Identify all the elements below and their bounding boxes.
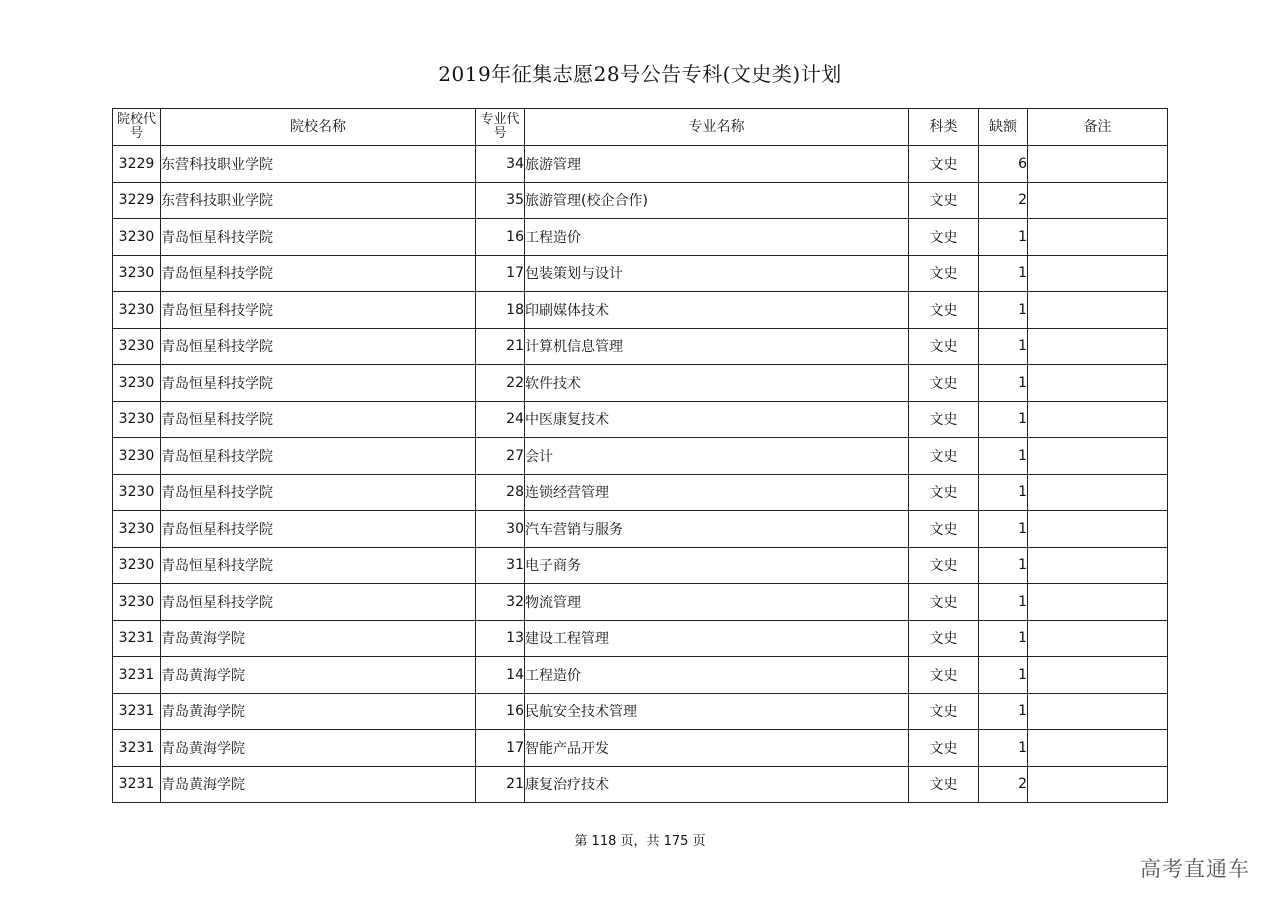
- table-row: [113, 547, 1168, 584]
- cell-vacancy: 1: [979, 730, 1028, 767]
- cell-vacancy: 6: [979, 146, 1028, 183]
- cell-note: [1028, 146, 1168, 183]
- cell-note: [1028, 730, 1168, 767]
- header-category: 科类: [909, 109, 979, 146]
- cell-school-code: 3231: [113, 730, 161, 767]
- cell-major-code: 14: [476, 657, 525, 694]
- cell-major-code: 31: [476, 547, 525, 584]
- cell-school-code: 3230: [113, 365, 161, 402]
- cell-major-code: 21: [476, 328, 525, 365]
- cell-school-name: 青岛恒星科技学院: [161, 438, 476, 475]
- cell-note: [1028, 292, 1168, 329]
- cell-school-name: 青岛恒星科技学院: [161, 401, 476, 438]
- cell-major-code: 16: [476, 693, 525, 730]
- cell-vacancy: 1: [979, 511, 1028, 548]
- cell-vacancy: 1: [979, 620, 1028, 657]
- cell-major-name: 软件技术: [525, 365, 909, 402]
- table-header-row: [113, 109, 1168, 146]
- cell-note: [1028, 547, 1168, 584]
- cell-vacancy: 1: [979, 255, 1028, 292]
- cell-major-name: 计算机信息管理: [525, 328, 909, 365]
- cell-major-name: 工程造价: [525, 657, 909, 694]
- header-major-name: 专业名称: [525, 109, 909, 146]
- table-row: [113, 146, 1168, 183]
- table-row: [113, 657, 1168, 694]
- table-row: [113, 401, 1168, 438]
- table-row: [113, 292, 1168, 329]
- cell-vacancy: 2: [979, 766, 1028, 803]
- cell-major-code: 32: [476, 584, 525, 621]
- cell-school-code: 3231: [113, 620, 161, 657]
- cell-school-name: 东营科技职业学院: [161, 146, 476, 183]
- cell-school-code: 3229: [113, 182, 161, 219]
- cell-note: [1028, 219, 1168, 256]
- page-title: 2019年征集志愿28号公告专科(文史类)计划: [438, 62, 842, 86]
- cell-vacancy: 1: [979, 219, 1028, 256]
- header-school-name: 院校名称: [161, 109, 476, 146]
- cell-major-name: 旅游管理: [525, 146, 909, 183]
- cell-school-name: 青岛黄海学院: [161, 766, 476, 803]
- cell-school-code: 3231: [113, 693, 161, 730]
- cell-category: 文史: [909, 584, 979, 621]
- cell-category: 文史: [909, 438, 979, 475]
- table-row: [113, 182, 1168, 219]
- cell-vacancy: 2: [979, 182, 1028, 219]
- cell-school-name: 青岛恒星科技学院: [161, 474, 476, 511]
- cell-note: [1028, 511, 1168, 548]
- cell-vacancy: 1: [979, 401, 1028, 438]
- table-row: [113, 365, 1168, 402]
- header-major-code: 专业代号: [476, 109, 525, 146]
- table-row: [113, 219, 1168, 256]
- table-row: [113, 474, 1168, 511]
- table-row: [113, 584, 1168, 621]
- cell-school-code: 3230: [113, 401, 161, 438]
- cell-school-code: 3230: [113, 438, 161, 475]
- cell-major-name: 连锁经营管理: [525, 474, 909, 511]
- cell-note: [1028, 438, 1168, 475]
- cell-note: [1028, 474, 1168, 511]
- cell-school-name: 青岛恒星科技学院: [161, 219, 476, 256]
- cell-major-code: 30: [476, 511, 525, 548]
- cell-vacancy: 1: [979, 474, 1028, 511]
- table-row: [113, 730, 1168, 767]
- cell-major-code: 13: [476, 620, 525, 657]
- cell-major-code: 17: [476, 730, 525, 767]
- cell-vacancy: 1: [979, 657, 1028, 694]
- cell-school-name: 青岛恒星科技学院: [161, 292, 476, 329]
- cell-major-name: 康复治疗技术: [525, 766, 909, 803]
- cell-note: [1028, 584, 1168, 621]
- cell-major-code: 28: [476, 474, 525, 511]
- cell-school-code: 3230: [113, 511, 161, 548]
- cell-category: 文史: [909, 547, 979, 584]
- cell-school-name: 青岛恒星科技学院: [161, 511, 476, 548]
- cell-major-code: 27: [476, 438, 525, 475]
- cell-school-code: 3230: [113, 584, 161, 621]
- cell-school-code: 3230: [113, 255, 161, 292]
- cell-category: 文史: [909, 620, 979, 657]
- cell-vacancy: 1: [979, 438, 1028, 475]
- watermark: 高考直通车: [1140, 857, 1250, 881]
- cell-major-name: 包装策划与设计: [525, 255, 909, 292]
- cell-note: [1028, 766, 1168, 803]
- cell-major-name: 会计: [525, 438, 909, 475]
- cell-school-code: 3231: [113, 766, 161, 803]
- table-row: [113, 511, 1168, 548]
- page-number: 第 118 页，共 175 页: [574, 834, 706, 849]
- header-vacancy: 缺额: [979, 109, 1028, 146]
- cell-vacancy: 1: [979, 328, 1028, 365]
- cell-category: 文史: [909, 693, 979, 730]
- header-note: 备注: [1028, 109, 1168, 146]
- cell-vacancy: 1: [979, 693, 1028, 730]
- cell-category: 文史: [909, 292, 979, 329]
- cell-school-code: 3231: [113, 657, 161, 694]
- cell-major-name: 电子商务: [525, 547, 909, 584]
- table-row: [113, 693, 1168, 730]
- cell-major-name: 建设工程管理: [525, 620, 909, 657]
- cell-school-name: 青岛恒星科技学院: [161, 328, 476, 365]
- cell-school-name: 青岛黄海学院: [161, 730, 476, 767]
- cell-school-name: 青岛黄海学院: [161, 620, 476, 657]
- cell-school-name: 青岛黄海学院: [161, 657, 476, 694]
- cell-school-name: 青岛恒星科技学院: [161, 584, 476, 621]
- cell-major-code: 16: [476, 219, 525, 256]
- cell-category: 文史: [909, 365, 979, 402]
- cell-category: 文史: [909, 401, 979, 438]
- cell-vacancy: 1: [979, 365, 1028, 402]
- cell-school-code: 3229: [113, 146, 161, 183]
- cell-category: 文史: [909, 146, 979, 183]
- cell-school-name: 青岛恒星科技学院: [161, 255, 476, 292]
- cell-note: [1028, 365, 1168, 402]
- cell-school-name: 东营科技职业学院: [161, 182, 476, 219]
- table-row: [113, 255, 1168, 292]
- cell-category: 文史: [909, 766, 979, 803]
- cell-vacancy: 1: [979, 584, 1028, 621]
- cell-category: 文史: [909, 730, 979, 767]
- enrollment-plan-table: [112, 108, 1168, 803]
- cell-major-name: 印刷媒体技术: [525, 292, 909, 329]
- cell-note: [1028, 401, 1168, 438]
- table-row: [113, 438, 1168, 475]
- cell-category: 文史: [909, 511, 979, 548]
- cell-major-code: 24: [476, 401, 525, 438]
- cell-category: 文史: [909, 219, 979, 256]
- cell-school-name: 青岛恒星科技学院: [161, 365, 476, 402]
- cell-major-code: 17: [476, 255, 525, 292]
- cell-note: [1028, 328, 1168, 365]
- table-row: [113, 620, 1168, 657]
- cell-major-code: 21: [476, 766, 525, 803]
- cell-school-code: 3230: [113, 328, 161, 365]
- cell-major-name: 民航安全技术管理: [525, 693, 909, 730]
- cell-major-name: 工程造价: [525, 219, 909, 256]
- cell-school-name: 青岛黄海学院: [161, 693, 476, 730]
- cell-school-code: 3230: [113, 219, 161, 256]
- cell-note: [1028, 620, 1168, 657]
- cell-category: 文史: [909, 474, 979, 511]
- cell-major-name: 汽车营销与服务: [525, 511, 909, 548]
- cell-category: 文史: [909, 657, 979, 694]
- cell-major-name: 物流管理: [525, 584, 909, 621]
- table-row: [113, 766, 1168, 803]
- cell-major-name: 智能产品开发: [525, 730, 909, 767]
- cell-category: 文史: [909, 182, 979, 219]
- cell-major-code: 35: [476, 182, 525, 219]
- cell-major-name: 旅游管理(校企合作): [525, 182, 909, 219]
- cell-note: [1028, 182, 1168, 219]
- cell-school-name: 青岛恒星科技学院: [161, 547, 476, 584]
- cell-category: 文史: [909, 328, 979, 365]
- cell-note: [1028, 255, 1168, 292]
- cell-note: [1028, 693, 1168, 730]
- cell-vacancy: 1: [979, 292, 1028, 329]
- cell-school-code: 3230: [113, 292, 161, 329]
- header-school-code: 院校代号: [113, 109, 161, 146]
- table-body: [113, 146, 1168, 803]
- cell-major-code: 22: [476, 365, 525, 402]
- cell-school-code: 3230: [113, 547, 161, 584]
- table-row: [113, 328, 1168, 365]
- cell-vacancy: 1: [979, 547, 1028, 584]
- cell-note: [1028, 657, 1168, 694]
- cell-school-code: 3230: [113, 474, 161, 511]
- cell-major-code: 18: [476, 292, 525, 329]
- cell-major-name: 中医康复技术: [525, 401, 909, 438]
- cell-category: 文史: [909, 255, 979, 292]
- cell-major-code: 34: [476, 146, 525, 183]
